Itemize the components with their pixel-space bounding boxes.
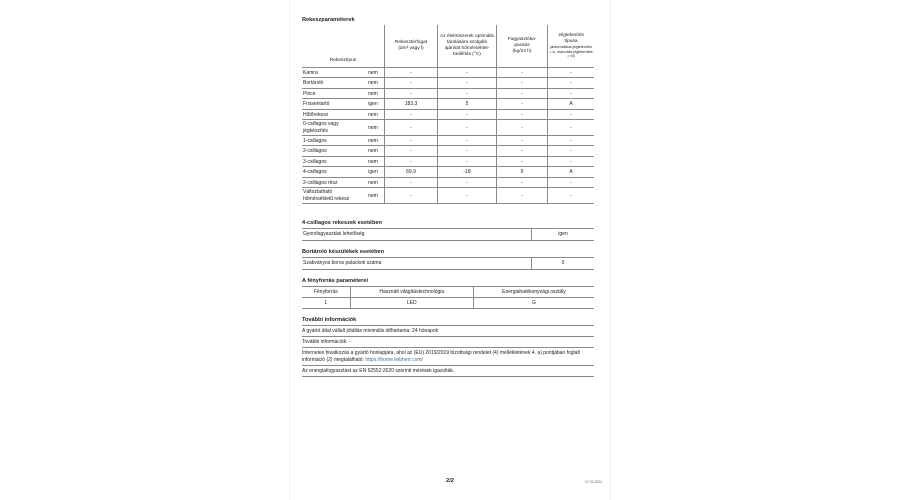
compartment-defrost: -: [548, 109, 595, 120]
compartment-volume: 69,9: [385, 167, 438, 178]
bottle-count-label: Szabványos boros palackok száma: [302, 257, 532, 269]
compartment-defrost: -: [548, 146, 595, 157]
header-freeze-line2: pacitás: [514, 42, 530, 48]
standard-text: Az energiafogyasztást az EN 62552:2020 szerinti mérések igazolták.: [302, 365, 594, 377]
reference-text: Internetes hivatkozás a gyártó honlapjára, ahol az (EU) 2019/2019 bizottsági rendelet (4) mellékletének 4. a) pontjában foglalt információ (2) megtalálható:: [302, 350, 580, 363]
table-row: [302, 257, 594, 269]
compartment-volume: -: [385, 78, 438, 89]
compartment-volume: -: [385, 120, 438, 136]
section-title-compartments: Rekeszparaméterek: [302, 17, 355, 23]
document-date: 17.01.2024: [585, 480, 602, 484]
header-volume-unit: (dm³ vagy l): [398, 45, 424, 51]
section-title-light: A fényforrás paraméterei: [302, 277, 369, 284]
compartment-defrost: -: [548, 78, 595, 89]
header-type: Rekesztípus: [302, 25, 385, 68]
compartment-present: nem: [362, 188, 385, 204]
compartment-defrost: -: [548, 120, 595, 136]
compartment-present: nem: [362, 109, 385, 120]
table-row: [302, 146, 594, 157]
warranty-text: A gyártó által vállalt jótállás minimális időtartama: 24 hónapok: [302, 325, 594, 336]
table-row: [302, 67, 594, 78]
page-content: [302, 17, 594, 377]
table-row: [302, 109, 594, 120]
compartment-freeze: -: [497, 177, 548, 188]
compartment-name: 4-csillagos: [302, 167, 362, 178]
compartment-temp: 5: [438, 99, 497, 110]
compartment-defrost: -: [548, 177, 595, 188]
compartment-volume: -: [385, 156, 438, 167]
compartment-temp: -: [438, 67, 497, 78]
compartment-defrost: -: [548, 88, 595, 99]
compartment-present: nem: [362, 156, 385, 167]
compartment-freeze: -: [497, 146, 548, 157]
compartment-volume: -: [385, 67, 438, 78]
page-number: 2/2: [445, 478, 455, 484]
compartment-temp: -: [438, 120, 497, 136]
compartment-volume: -: [385, 135, 438, 146]
table-row: [302, 188, 594, 204]
compartment-present: nem: [362, 67, 385, 78]
section-title-more-info: További információk: [302, 316, 357, 323]
compartment-freeze: -: [497, 67, 548, 78]
table-row: [302, 177, 594, 188]
compartment-name: Kamra: [302, 67, 362, 78]
compartment-temp: -: [438, 177, 497, 188]
compartment-name: 3-csillagos: [302, 156, 362, 167]
fast-freeze-value: igen: [532, 228, 595, 240]
header-freeze: [497, 25, 548, 68]
compartment-present: nem: [362, 120, 385, 136]
compartment-table-header: [302, 25, 594, 68]
section-title-four-star: 4-csillagos rekeszek esetében: [302, 219, 382, 226]
compartment-volume: -: [385, 88, 438, 99]
compartment-temp: -: [438, 156, 497, 167]
light-header-technology: Használt világítástechnológia: [350, 286, 473, 297]
compartment-table: [302, 25, 594, 204]
header-temp: Az élelmiszerek optimális tárolására szolgáló ajánlott hőmérséklet-beállítás (°C): [438, 25, 497, 68]
compartment-temp: -: [438, 78, 497, 89]
header-freeze-line3: (kg/24 h): [512, 48, 532, 54]
compartment-present: nem: [362, 135, 385, 146]
header-freeze-line1: Fagyasztóka-: [507, 37, 537, 42]
light-source-table: [302, 286, 594, 309]
compartment-defrost: -: [548, 67, 595, 78]
compartment-freeze: -: [497, 88, 548, 99]
compartment-temp: -: [438, 135, 497, 146]
table-row: [302, 167, 594, 178]
compartment-name: 2-csillagos rész: [302, 177, 362, 188]
light-table-header: [302, 286, 594, 297]
four-star-table: [302, 228, 594, 241]
compartment-freeze: 6: [497, 167, 548, 178]
compartment-present: nem: [362, 177, 385, 188]
compartment-volume: -: [385, 109, 438, 120]
reference-row: [302, 347, 594, 365]
compartment-present: igen: [362, 99, 385, 110]
light-technology-value: LED: [350, 297, 473, 308]
header-defrost: [548, 25, 595, 68]
compartment-volume: -: [385, 188, 438, 204]
compartment-name: 2-csillagos: [302, 146, 362, 157]
light-header-class: Energiahatékonysági osztály: [473, 286, 594, 297]
header-volume: [385, 25, 438, 68]
compartment-temp: -: [438, 188, 497, 204]
table-row: [302, 156, 594, 167]
compartment-defrost: A: [548, 99, 595, 110]
table-row: [302, 120, 594, 136]
bottle-count-value: 0: [532, 257, 595, 269]
reference-link[interactable]: https://home.liebherr.com/: [365, 356, 423, 363]
compartment-present: igen: [362, 167, 385, 178]
compartment-name: Bortároló: [302, 78, 362, 89]
compartment-temp: -: [438, 88, 497, 99]
wine-table: [302, 257, 594, 270]
document-page: [290, 0, 610, 500]
compartment-defrost: -: [548, 135, 595, 146]
compartment-defrost: A: [548, 167, 595, 178]
compartment-defrost: -: [548, 188, 595, 204]
header-defrost-sub: (automatikus jégtelenítés = A, manuális jégtelenítés = M): [549, 45, 593, 59]
compartment-volume: -: [385, 177, 438, 188]
compartment-freeze: -: [497, 109, 548, 120]
compartment-temp: -: [438, 146, 497, 157]
table-row: [302, 78, 594, 89]
more-info-text: További információk: -: [302, 336, 594, 347]
header-defrost-line1: Jégtelenítés: [558, 33, 584, 39]
section-title-wine: Bortároló készülékek esetében: [302, 248, 385, 255]
compartment-freeze: -: [497, 120, 548, 136]
compartment-temp: -18: [438, 167, 497, 178]
compartment-name: Változtatható hőmérsékletű rekesz: [302, 188, 362, 204]
compartment-present: nem: [362, 78, 385, 89]
compartment-freeze: -: [497, 156, 548, 167]
compartment-present: nem: [362, 146, 385, 157]
compartment-freeze: -: [497, 78, 548, 89]
light-class-value: G: [473, 297, 594, 308]
compartment-volume: 183,3: [385, 99, 438, 110]
light-source-value: 1: [302, 297, 350, 308]
compartment-name: Frissentartó: [302, 99, 362, 110]
compartment-name: Hűtőrekesz: [302, 109, 362, 120]
light-header-source: Fényforrás: [302, 286, 350, 297]
header-defrost-line2: típusa: [564, 39, 578, 45]
compartment-temp: -: [438, 109, 497, 120]
compartment-defrost: -: [548, 156, 595, 167]
table-row: [302, 228, 594, 240]
compartment-freeze: -: [497, 188, 548, 204]
more-info-block: [302, 325, 594, 377]
header-volume-label: Rekesztérfogat: [394, 40, 428, 45]
compartment-volume: -: [385, 146, 438, 157]
compartment-name: 0-csillagos vagy jégkészítés: [302, 120, 362, 136]
compartment-name: 1-csillagos: [302, 135, 362, 146]
table-row: [302, 297, 594, 308]
table-row: [302, 135, 594, 146]
compartment-name: Pince: [302, 88, 362, 99]
table-row: [302, 88, 594, 99]
compartment-freeze: -: [497, 135, 548, 146]
table-row: [302, 99, 594, 110]
compartment-present: nem: [362, 88, 385, 99]
compartment-freeze: -: [497, 99, 548, 110]
fast-freeze-label: Gyorsfagyasztási lehetőség: [302, 228, 532, 240]
